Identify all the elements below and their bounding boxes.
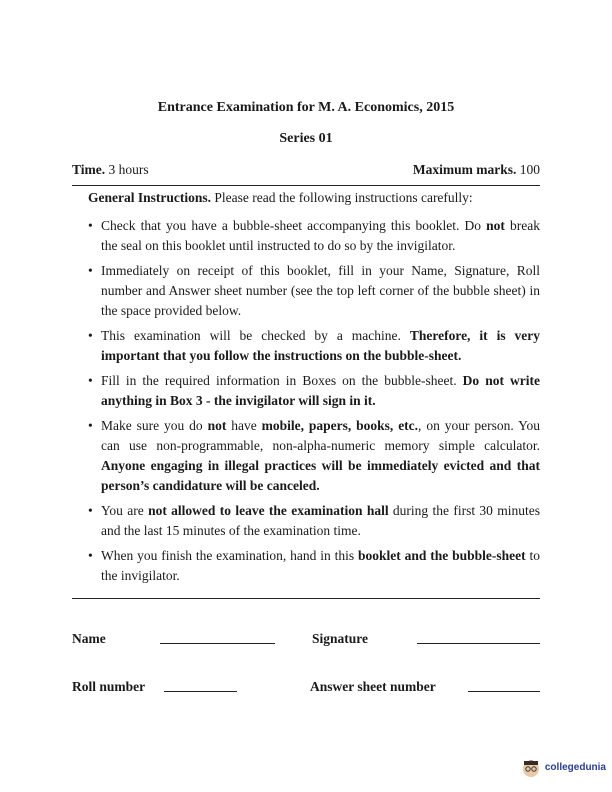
text: Immediately on receipt of this booklet, fill in your Name, Signature, Roll number and Answer sheet number (see the top left corner of the bubble sheet) in the space provided below. [101, 263, 540, 318]
logo-text: collegedunia [544, 761, 606, 773]
text-bold: Do not write anything in Box 3 - the invigilator will sign in it. [101, 373, 541, 408]
text: Make sure you do [101, 418, 208, 433]
mascot-icon [520, 756, 542, 778]
bottom-rule [72, 598, 540, 599]
text: to the invigilator. [101, 548, 540, 583]
exam-title: Entrance Examination for M. A. Economics, 2015 [157, 100, 455, 115]
instruction-item: • This examination will be checked by a machine. Therefore, it is very important that you follow the instructions on the bubble-sheet. [88, 328, 540, 363]
text: Fill in the required information in Boxes on the bubble-sheet. [101, 373, 463, 388]
marks-label: Maximum marks. [412, 162, 517, 177]
text-bold: Anyone engaging in illegal practices will be immediately evicted and that person’s candidature will be canceled. [101, 458, 540, 493]
heading-label: General Instructions. [88, 190, 211, 205]
roll-number-label: Roll number [72, 679, 146, 694]
text: Check that you have a bubble-sheet accompanying this booklet. Do [101, 218, 487, 233]
heading-intro: Please read the following instructions carefully: [214, 190, 473, 205]
marks-value: 100 [519, 162, 540, 177]
series-label: Series 01 [279, 131, 333, 146]
answer-sheet-label: Answer sheet number [310, 679, 436, 694]
name-signature-row [72, 629, 540, 649]
instruction-item: • Make sure you do not have mobile, papers, books, etc., on your person. You can use non-programmable, non-alpha-numeric memory simple calculator. Anyone engaging in illegal practices will be immediately evicted and that person’s candidature will be canceled. [88, 418, 541, 493]
instructions-and-form [72, 216, 540, 697]
collegedunia-logo [520, 756, 606, 778]
text-bold: mobile, papers, books, etc. [261, 418, 419, 433]
name-field[interactable] [160, 629, 275, 644]
text: break the seal on this booklet until instructed to do so by the invigilator. [101, 218, 540, 253]
time-value: 3 hours [108, 162, 149, 177]
text-bold: booklet and the bubble-sheet [358, 548, 526, 563]
text: , on your person. You can use non-programmable, non-alpha-numeric memory simple calculator. [101, 418, 541, 453]
instruction-item: • Immediately on receipt of this booklet, fill in your Name, Signature, Roll number and Answer sheet number (see the top left corner of the bubble sheet) in the space provided below. [88, 263, 540, 318]
instruction-item: • Fill in the required information in Boxes on the bubble-sheet. Do not write anything in Box 3 - the invigilator will sign in it. [88, 373, 541, 408]
instruction-item: • Check that you have a bubble-sheet accompanying this booklet. Do not break the seal on this booklet until instructed to do so by the invigilator. [88, 218, 540, 253]
instruction-list [88, 216, 540, 586]
answer-sheet-field[interactable] [468, 677, 540, 692]
signature-field[interactable] [417, 629, 540, 644]
text: You are [101, 503, 149, 518]
instructions-heading [88, 190, 473, 206]
text: When you finish the examination, hand in this [101, 548, 358, 563]
top-rule [72, 185, 540, 186]
roll-number-field[interactable] [164, 677, 237, 692]
instruction-item: • You are not allowed to leave the examination hall during the first 30 minutes and the last 15 minutes of the examination time. [88, 503, 540, 538]
time-label: Time. [72, 162, 106, 177]
text-bold: not [207, 418, 227, 433]
text-bold: not [486, 218, 505, 233]
text-bold: Therefore, it is very important that you follow the instructions on the bubble-sheet. [101, 328, 540, 363]
instruction-item: • When you finish the examination, hand in this booklet and the bubble-sheet to the invigilator. [88, 548, 540, 583]
text: have [226, 418, 262, 433]
signature-label: Signature [312, 631, 369, 646]
marks-info [413, 162, 540, 178]
time-info [72, 162, 149, 178]
text-bold: not allowed to leave the examination hall [148, 503, 389, 518]
name-label: Name [72, 631, 106, 646]
roll-answer-row [72, 677, 540, 697]
text: during the first 30 minutes and the last 15 minutes of the examination time. [101, 503, 540, 538]
text: This examination will be checked by a machine. [101, 328, 410, 343]
